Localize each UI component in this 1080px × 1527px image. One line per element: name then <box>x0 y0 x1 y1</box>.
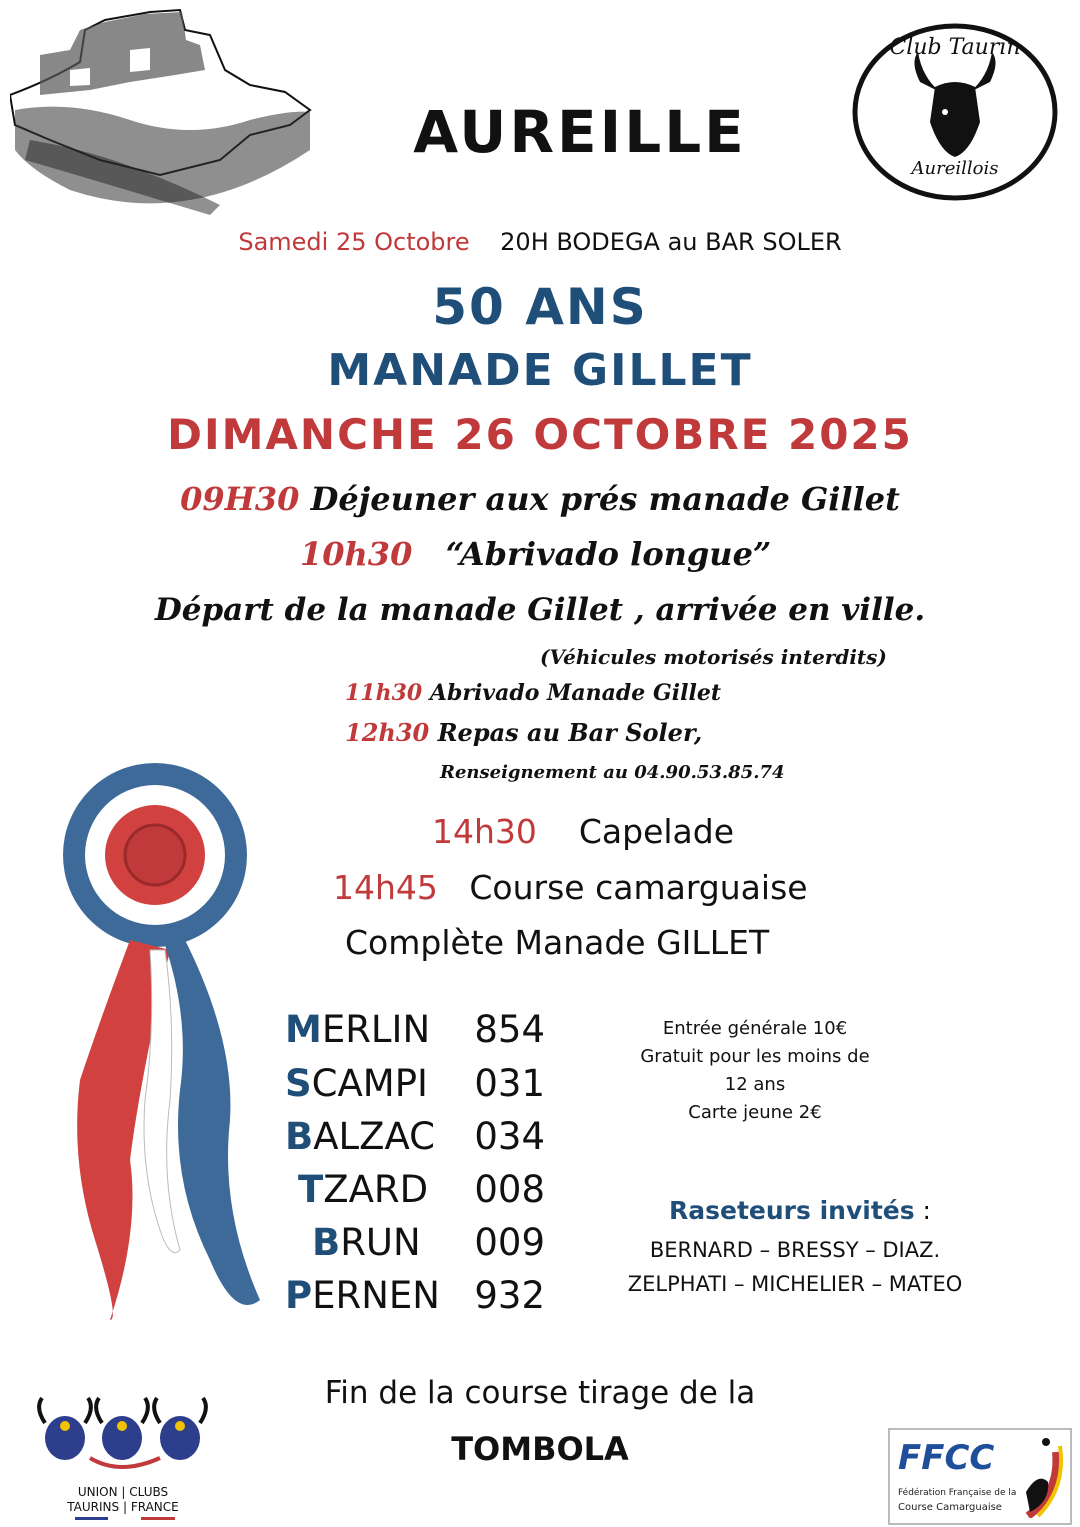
raseteurs-title-line <box>600 1196 1000 1225</box>
price-line: Carte jeune 2€ <box>688 1102 822 1123</box>
union-word: FRANCE <box>130 1500 179 1514</box>
bull-number: 932 <box>474 1274 545 1317</box>
club-logo-top-text: Club Taurin <box>889 35 1021 60</box>
program-time: 09H30 <box>180 480 300 518</box>
anniversary-line1: 50 ANS <box>432 278 648 336</box>
program-line-2 <box>300 535 771 573</box>
ffcc-letters: FFCC <box>898 1438 995 1478</box>
closing-line-2: TOMBOLA <box>451 1430 629 1468</box>
bull-initial: B <box>312 1221 341 1264</box>
program-line-4 <box>345 718 702 747</box>
union-word: CLUBS <box>129 1485 169 1499</box>
ffcc-text-2: Course Camarguaise <box>898 1502 1002 1513</box>
union-text-line-1: UNION | CLUBS <box>77 1485 169 1499</box>
union-word: UNION <box>77 1485 118 1499</box>
program-time: 10h30 <box>300 535 413 573</box>
bull-initial: P <box>285 1274 313 1317</box>
raseteurs-line-2: ZELPHATI – MICHELIER – MATEO <box>627 1272 963 1296</box>
union-text-line-2: TAURINS | FRANCE <box>67 1500 179 1514</box>
raseteurs-line-1: BERNARD – BRESSY – DIAZ. <box>649 1238 941 1262</box>
bull-number: 031 <box>474 1062 545 1105</box>
bull-number: 008 <box>474 1168 545 1211</box>
rosette-ribbon-image <box>60 760 270 1330</box>
bull-name: ERLIN <box>321 1008 431 1051</box>
bull-number: 034 <box>474 1115 545 1158</box>
union-clubs-taurins-logo <box>20 1388 225 1483</box>
bull-row <box>285 1008 545 1051</box>
afternoon-line-1 <box>432 812 734 851</box>
bull-name: ERNEN <box>312 1274 440 1317</box>
event-date: DIMANCHE 26 OCTOBRE 2025 <box>167 410 913 459</box>
anniversary-line2: MANADE GILLET <box>327 345 753 396</box>
afternoon-text: Course camarguaise <box>469 868 808 907</box>
bull-initial: S <box>285 1062 312 1105</box>
program-line-1 <box>0 480 1080 518</box>
complete-line: Complète Manade GILLET <box>345 923 770 962</box>
ffcc-raseteur-icon <box>1008 1432 1066 1518</box>
town-title: AUREILLE <box>413 98 747 166</box>
afternoon-time: 14h30 <box>432 812 537 851</box>
raseteurs-title: Raseteurs invités <box>669 1196 915 1225</box>
union-word: TAURINS <box>67 1500 120 1514</box>
raseteurs-colon: : <box>914 1196 931 1225</box>
union-flag-bar <box>75 1517 175 1520</box>
castle-illustration <box>10 0 340 230</box>
afternoon-line-2 <box>333 868 808 907</box>
program-time: 12h30 <box>345 718 430 747</box>
ffcc-text-1: Fédération Française de la <box>898 1488 1017 1498</box>
program-text: Repas au Bar Soler, <box>437 718 703 747</box>
bull-name: ZARD <box>323 1168 429 1211</box>
bull-row <box>285 1115 545 1158</box>
afternoon-time: 14h45 <box>333 868 438 907</box>
prices-block <box>600 1015 910 1127</box>
bull-name: ALZAC <box>313 1115 435 1158</box>
program-text: Déjeuner aux prés manade Gillet <box>310 480 900 518</box>
price-line: Gratuit pour les moins de <box>640 1046 870 1067</box>
program-time: 11h30 <box>345 680 423 706</box>
depart-line: Départ de la manade Gillet , arrivée en ville. <box>154 592 926 628</box>
depart-note: (Véhicules motorisés interdits) <box>540 645 887 669</box>
club-logo-bottom-text: Aureillois <box>911 158 999 179</box>
saturday-line <box>0 228 1080 256</box>
bull-number: 009 <box>474 1221 545 1264</box>
bull-row <box>298 1168 545 1211</box>
price-line: Entrée générale 10€ <box>662 1018 848 1039</box>
program-line-3 <box>345 680 721 706</box>
bull-row <box>312 1221 545 1264</box>
ffcc-logo <box>888 1428 1072 1525</box>
bull-row <box>285 1062 545 1105</box>
saturday-date: Samedi 25 Octobre <box>238 228 470 256</box>
bull-number: 854 <box>474 1008 545 1051</box>
closing-line-1: Fin de la course tirage de la <box>324 1375 756 1411</box>
renseignement-line: Renseignement au 04.90.53.85.74 <box>440 762 785 783</box>
bull-row <box>285 1274 545 1317</box>
bull-name: CAMPI <box>311 1062 428 1105</box>
program-text: Abrivado Manade Gillet <box>429 680 721 706</box>
bull-initial: B <box>285 1115 314 1158</box>
program-text: “Abrivado longue” <box>445 535 772 573</box>
bull-name: RUN <box>340 1221 421 1264</box>
bull-initial: T <box>298 1168 324 1211</box>
saturday-event: 20H BODEGA au BAR SOLER <box>500 228 842 256</box>
price-line: 12 ans <box>724 1074 786 1095</box>
afternoon-text: Capelade <box>578 812 735 851</box>
bull-initial: M <box>285 1008 322 1051</box>
